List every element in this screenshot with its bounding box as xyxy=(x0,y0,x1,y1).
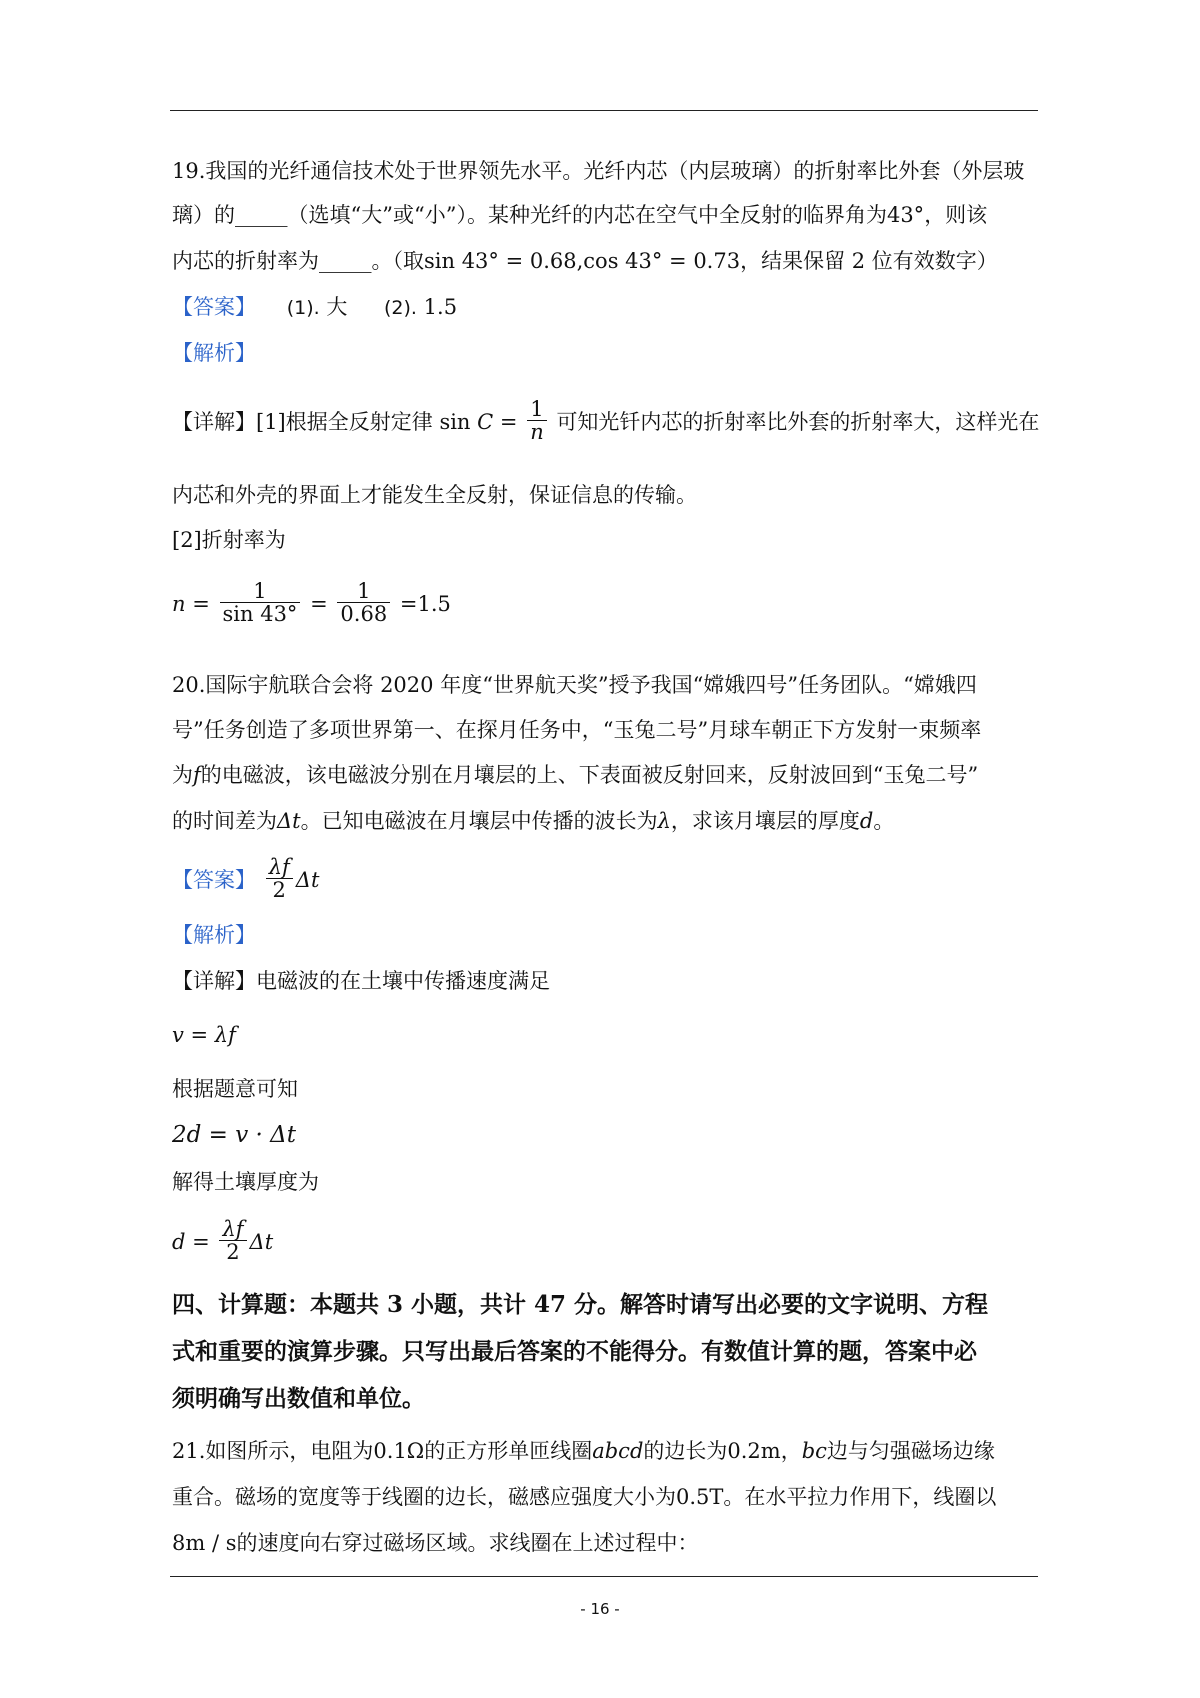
answer-tag: 【答案】 xyxy=(172,868,256,892)
header-rule xyxy=(170,110,1038,111)
q20-line-1: 20.国际宇航联合会将 2020 年度“世界航天奖”授予我国“嫦娥四号”任务团队。“嫦娥四 xyxy=(172,673,977,697)
fraction-one-over-n: $\frac{1}{n}$ xyxy=(527,398,547,443)
q20-eq-3: d = $\frac{\lambda f}{2}$ Δt xyxy=(172,1217,274,1264)
q20-eq-1: v = λf xyxy=(172,1023,236,1047)
section-4-heading-line-1: 四、计算题：本题共 3 小题，共计 47 分。解答时请写出必要的文字说明、方程 xyxy=(172,1291,989,1318)
q19-line-1: 19.我国的光纤通信技术处于世界领先水平。光纤内芯（内层玻璃）的折射率比外套（外层玻 xyxy=(172,159,1025,183)
q19-line-3: 内芯的折射率为_____。（取sin 43° = 0.68,cos 43° = 0.73，结果保留 2 位有效数字） xyxy=(172,249,998,273)
section-4-heading-line-2: 式和重要的演算步骤。只写出最后答案的不能得分。有数值计算的题，答案中必 xyxy=(172,1338,977,1365)
q20-eq-2: 2d = v · Δt xyxy=(172,1122,297,1148)
page-number: - 16 - xyxy=(580,1600,620,1618)
q20-line-3: 为f的电磁波，该电磁波分别在月壤层的上、下表面被反射回来，反射波回到“玉兔二号” xyxy=(172,763,979,787)
q19-analysis-tag: 【解析】 xyxy=(172,341,256,365)
q20-detail-line-1: 【详解】电磁波的在土壤中传播速度满足 xyxy=(172,969,550,993)
q20-line-2: 号”任务创造了多项世界第一、在探月任务中，“玉兔二号”月球车朝正下方发射一束频率 xyxy=(172,718,982,742)
q19-detail-line-3: [2]折射率为 xyxy=(172,528,286,552)
answer-tag: 【答案】 xyxy=(172,295,256,319)
q21-line-1: 21.如图所示，电阻为0.1Ω的正方形单匝线圈abcd的边长为0.2m，bc边与匀强磁场边缘 xyxy=(172,1439,995,1463)
q19-detail-line-1: 【详解】[1]根据全反射定律 sin C = $\frac{1}{n}$ 可知光钎内芯的折射率比外套的折射率大，这样光在 xyxy=(172,397,1040,444)
q19-line-2: 璃）的_____（选填“大”或“小”）。某种光纤的内芯在空气中全反射的临界角为43°，则该 xyxy=(172,203,988,227)
section-4-heading-line-3: 须明确写出数值和单位。 xyxy=(172,1385,425,1412)
footer-rule xyxy=(170,1576,1038,1577)
q20-answer: 【答案】 $\frac{\lambda f}{2}$ Δt xyxy=(172,855,320,902)
q20-analysis-tag: 【解析】 xyxy=(172,923,256,947)
q20-text-3: 解得土壤厚度为 xyxy=(172,1170,319,1194)
q21-line-2: 重合。磁场的宽度等于线圈的边长，磁感应强度大小为0.5T。在水平拉力作用下，线圈以 xyxy=(172,1485,997,1509)
trig-values: sin 43° = 0.68,cos 43° = 0.73 xyxy=(424,249,741,273)
q20-text-2: 根据题意可知 xyxy=(172,1077,298,1101)
q19-detail-line-2: 内芯和外壳的界面上才能发生全反射，保证信息的传输。 xyxy=(172,483,697,507)
q20-line-4: 的时间差为Δt。已知电磁波在月壤层中传播的波长为λ，求该月壤层的厚度d。 xyxy=(172,809,895,833)
q19-formula: n = $\frac{1}{\sin 43^\circ}$ = $\frac{1}{0.68}$ =1.5 xyxy=(172,579,451,626)
q21-line-3: 8m / s的速度向右穿过磁场区域。求线圈在上述过程中： xyxy=(172,1531,699,1555)
q19-answer: 【答案】 (1). 大 (2). 1.5 xyxy=(172,295,458,319)
